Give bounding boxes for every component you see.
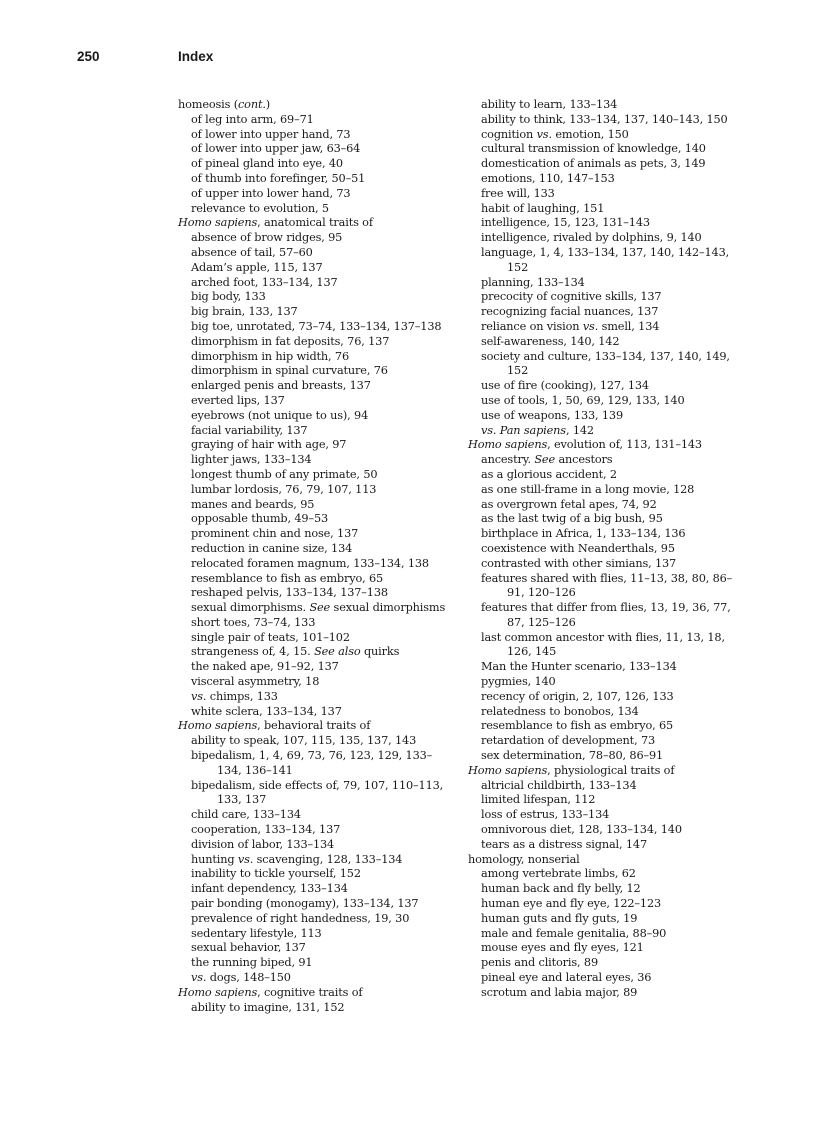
entry-text: cultural transmission of knowledge, 140 [481,142,706,156]
entry-text: dogs, 148–150 [206,971,291,985]
index-subentry [468,912,738,927]
index-subentry [178,453,453,468]
index-subentry [178,438,453,453]
entry-text: Man the Hunter scenario, 133–134 [481,660,677,674]
entry-text: enlarged penis and breasts, 137 [191,379,371,393]
index-subentry [178,749,453,779]
index-subentry [178,290,453,305]
entry-text: sexual behavior, 137 [191,941,306,955]
running-title: Index [178,49,214,64]
index-subentry [468,572,738,602]
entry-text: smell, 134 [598,319,660,333]
entry-text: cooperation, 133–134, 137 [191,823,341,837]
index-subentry [468,187,738,202]
italic-text: vs. [191,971,207,985]
entry-text: white sclera, 133–134, 137 [191,704,342,718]
running-head [0,49,816,69]
italic-text: vs. [536,127,552,141]
entry-text: emotions, 110, 147–153 [481,171,615,185]
entry-text: altricial childbirth, 133–134 [481,778,637,792]
index-subentry [178,276,453,291]
entry-text: big brain, 133, 137 [191,305,298,319]
entry-text: homology, nonserial [468,852,580,866]
index-subentry [468,216,738,231]
index-subentry [468,793,738,808]
entry-text: graying of hair with age, 97 [191,438,347,452]
index-subentry [178,572,453,587]
entry-text: ability to think, 133–134, 137, 140–143, 150 [481,112,728,126]
entry-text: quirks [360,645,400,659]
index-subentry [178,808,453,823]
index-subentry [178,867,453,882]
index-subentry [468,542,738,557]
entry-text: relatedness to bonobos, 134 [481,704,639,718]
index-subentry [178,187,453,202]
index-subentry [178,660,453,675]
entry-text: big body, 133 [191,290,266,304]
index-subentry [468,409,738,424]
index-subentry [178,142,453,157]
index-subentry [178,586,453,601]
entry-text: , physiological traits of [547,763,675,777]
entry-text: single pair of teats, 101–102 [191,630,350,644]
entry-text: the running biped, 91 [191,956,313,970]
index-subentry [178,853,453,868]
entry-text: of pineal gland into eye, 40 [191,157,343,171]
index-subentry [468,601,738,631]
entry-text: pygmies, 140 [481,675,556,689]
italic-text: cont. [237,98,266,111]
index-subentry [468,882,738,897]
italic-text: Homo sapiens [178,216,258,230]
entry-text: everted lips, 137 [191,393,285,407]
index-subentry [178,1001,453,1016]
index-subentry [178,172,453,187]
entry-text: relevance to evolution, 5 [191,201,329,215]
entry-text: of lower into upper jaw, 63–64 [191,142,361,156]
index-subentry [178,113,453,128]
italic-text: vs. Pan sapiens [481,423,566,437]
index-subentry [468,113,738,128]
index-subentry [178,261,453,276]
entry-text: chimps, 133 [206,689,278,703]
index-subentry [468,172,738,187]
index-subentry [178,601,453,616]
index-subentry [468,320,738,335]
index-subentry [468,631,738,661]
entry-text: mouse eyes and fly eyes, 121 [481,941,644,955]
index-subentry [468,290,738,305]
index-subentry [178,542,453,557]
index-subentry [178,157,453,172]
entry-text: use of weapons, 133, 139 [481,408,624,422]
index-subentry [468,350,738,380]
entry-text: human eye and fly eye, 122–123 [481,897,662,911]
entry-text: arched foot, 133–134, 137 [191,275,338,289]
index-subentry [468,941,738,956]
entry-text: of leg into arm, 69–71 [191,112,314,126]
entry-text: of lower into upper hand, 73 [191,127,351,141]
entry-text: dimorphism in spinal curvature, 76 [191,364,388,378]
index-subentry [178,483,453,498]
entry-text: cognition [481,127,537,141]
entry-text: language, 1, 4, 133–134, 137, 140, 142–143, 152 [481,245,730,274]
entry-text: , behavioral traits of [257,719,371,733]
index-subentry [468,557,738,572]
entry-text: division of labor, 133–134 [191,837,335,851]
entry-text: visceral asymmetry, 18 [191,675,320,689]
entry-text: infant dependency, 133–134 [191,882,348,896]
entry-text: big toe, unrotated, 73–74, 133–134, 137–138 [191,319,442,333]
entry-text: society and culture, 133–134, 137, 140, 149, 152 [481,349,730,378]
entry-text: lumbar lordosis, 76, 79, 107, 113 [191,482,377,496]
entry-text: as overgrown fetal apes, 74, 92 [481,497,657,511]
index-subentry [178,335,453,350]
entry-text: manes and beards, 95 [191,497,315,511]
index-main-entry [178,98,453,113]
index-subentry [468,246,738,276]
entry-text: emotion, 150 [551,127,629,141]
entry-text: opposable thumb, 49–53 [191,512,329,526]
entry-text: strangeness of, 4, 15. [191,645,315,659]
entry-text: scavenging, 128, 133–134 [253,852,403,866]
index-subentry [178,409,453,424]
entry-text: longest thumb of any primate, 50 [191,467,378,481]
entry-text: , 142 [565,423,594,437]
entry-text: sex determination, 78–80, 86–91 [481,749,664,763]
entry-text: loss of estrus, 133–134 [481,808,610,822]
entry-text: ability to speak, 107, 115, 135, 137, 143 [191,734,417,748]
index-subentry [468,335,738,350]
index-subentry [178,305,453,320]
entry-text: reshaped pelvis, 133–134, 137–138 [191,586,388,600]
index-subentry [468,468,738,483]
entry-text: of upper into lower hand, 73 [191,186,351,200]
index-subentry [468,394,738,409]
entry-text: habit of laughing, 151 [481,201,605,215]
index-subentry [178,424,453,439]
entry-text: as one still-frame in a long movie, 128 [481,482,695,496]
entry-text: , anatomical traits of [257,216,373,230]
entry-text: short toes, 73–74, 133 [191,615,316,629]
entry-text: self-awareness, 140, 142 [481,334,620,348]
entry-text: child care, 133–134 [191,808,301,822]
entry-text: , evolution of, 113, 131–143 [547,438,702,452]
index-subentry [468,453,738,468]
italic-text: Homo sapiens [178,985,258,999]
entry-text: lighter jaws, 133–134 [191,453,312,467]
index-subentry [178,882,453,897]
index-subentry [468,379,738,394]
entry-text: eyebrows (not unique to us), 94 [191,408,369,422]
index-main-entry [178,216,453,231]
entry-text: bipedalism, side effects of, 79, 107, 110–113, 133, 137 [191,778,444,807]
entry-text: as the last twig of a big bush, 95 [481,512,663,526]
entry-text: dimorphism in fat deposits, 76, 137 [191,334,390,348]
entry-text: pineal eye and lateral eyes, 36 [481,971,652,985]
entry-text: sexual dimorphisms [330,601,446,615]
entry-text: , cognitive traits of [257,985,363,999]
entry-text: dimorphism in hip width, 76 [191,349,350,363]
entry-text: ) [265,98,271,111]
index-subentry [178,498,453,513]
entry-text: sexual dimorphisms. [191,601,310,615]
index-subentry [468,305,738,320]
index-subentry [468,675,738,690]
entry-text: prevalence of right handedness, 19, 30 [191,911,410,925]
entry-text: contrasted with other simians, 137 [481,556,677,570]
entry-text: free will, 133 [481,186,555,200]
entry-text: intelligence, rivaled by dolphins, 9, 140 [481,231,702,245]
entry-text: omnivorous diet, 128, 133–134, 140 [481,823,682,837]
index-subentry [178,350,453,365]
index-subentry [468,276,738,291]
index-subentry [468,971,738,986]
entry-text: features that differ from flies, 13, 19, 36, 77, 87, 125–126 [481,601,731,629]
entry-text: ancestors [555,453,613,467]
entry-text: absence of brow ridges, 95 [191,231,343,245]
italic-text: Homo sapiens [468,763,548,777]
italic-text: Homo sapiens [178,719,258,733]
index-subentry [468,897,738,912]
entry-text: birthplace in Africa, 1, 133–134, 136 [481,527,686,541]
entry-text: pair bonding (monogamy), 133–134, 137 [191,897,419,911]
entry-text: hunting [191,852,238,866]
index-subentry [178,527,453,542]
index-subentry [468,705,738,720]
index-subentry [468,202,738,217]
index-subentry [178,379,453,394]
index-subentry [178,468,453,483]
index-subentry [178,394,453,409]
entry-text: use of fire (cooking), 127, 134 [481,379,649,393]
index-subentry [468,128,738,143]
index-main-entry [178,986,453,1001]
index-subentry [178,246,453,261]
index-subentry [468,498,738,513]
entry-text: ancestry. [481,453,535,467]
page-number: 250 [77,49,100,64]
index-main-entry [468,853,738,868]
entry-text: the naked ape, 91–92, 137 [191,660,339,674]
entry-text: retardation of development, 73 [481,734,656,748]
index-subentry [468,927,738,942]
entry-text: human guts and fly guts, 19 [481,911,638,925]
index-subentry [178,128,453,143]
index-subentry [178,779,453,809]
entry-text: inability to tickle yourself, 152 [191,867,361,881]
entry-text: ability to learn, 133–134 [481,98,618,111]
index-subentry [178,512,453,527]
index-subentry [178,675,453,690]
index-subentry [468,986,738,1001]
index-main-entry [178,719,453,734]
index-subentry [468,719,738,734]
entry-text: precocity of cognitive skills, 137 [481,290,662,304]
index-main-entry [468,438,738,453]
index-subentry [178,971,453,986]
index-subentry [468,527,738,542]
index-subentry [468,157,738,172]
entry-text: sedentary lifestyle, 113 [191,926,322,940]
entry-text: relocated foramen magnum, 133–134, 138 [191,556,429,570]
index-subentry [178,202,453,217]
index-subentry [178,734,453,749]
entry-text: among vertebrate limbs, 62 [481,867,636,881]
index-subentry [178,616,453,631]
entry-text: absence of tail, 57–60 [191,245,313,259]
entry-text: male and female genitalia, 88–90 [481,926,667,940]
entry-text: scrotum and labia major, 89 [481,985,638,999]
index-subentry [178,705,453,720]
index-subentry [178,231,453,246]
entry-text: reliance on vision [481,319,583,333]
index-column-right [468,98,738,1001]
index-subentry [468,867,738,882]
entry-text: planning, 133–134 [481,275,585,289]
entry-text: prominent chin and nose, 137 [191,527,359,541]
entry-text: coexistence with Neanderthals, 95 [481,541,675,555]
italic-text: See also [314,645,361,659]
entry-text: resemblance to fish as embryo, 65 [191,571,384,585]
index-subentry [468,660,738,675]
index-subentry [178,897,453,912]
index-subentry [178,320,453,335]
index-subentry [178,645,453,660]
entry-text: use of tools, 1, 50, 69, 129, 133, 140 [481,393,685,407]
entry-text: tears as a distress signal, 147 [481,837,648,851]
entry-text: penis and clitoris, 89 [481,956,598,970]
index-subentry [178,823,453,838]
entry-text: last common ancestor with flies, 11, 13, 18, 126, 145 [481,630,725,659]
index-subentry [468,734,738,749]
index-subentry [178,941,453,956]
index-subentry [178,631,453,646]
italic-text: vs. [191,689,207,703]
entry-text: reduction in canine size, 134 [191,541,353,555]
entry-text: bipedalism, 1, 4, 69, 73, 76, 123, 129, 133–134, 136–141 [191,749,433,777]
index-subentry [468,808,738,823]
entry-text: human back and fly belly, 12 [481,882,641,896]
entry-text: Adam’s apple, 115, 137 [191,260,323,274]
index-subentry [468,749,738,764]
index-subentry [178,927,453,942]
index-subentry [178,956,453,971]
index-subentry [468,838,738,853]
index-subentry [468,483,738,498]
index-subentry [468,424,738,439]
entry-text: recency of origin, 2, 107, 126, 133 [481,689,674,703]
index-subentry [468,823,738,838]
italic-text: See [534,453,555,467]
entry-text: intelligence, 15, 123, 131–143 [481,216,650,230]
entry-text: as a glorious accident, 2 [481,467,617,481]
index-subentry [468,690,738,705]
index-subentry [178,690,453,705]
index-subentry [468,98,738,113]
entry-text: limited lifespan, 112 [481,793,596,807]
index-subentry [468,956,738,971]
index-subentry [468,512,738,527]
index-column-left [178,98,453,1015]
entry-text: ability to imagine, 131, 152 [191,1000,345,1014]
index-subentry [468,779,738,794]
italic-text: See [309,601,331,615]
entry-text: of thumb into forefinger, 50–51 [191,171,366,185]
entry-text: features shared with flies, 11–13, 38, 80, 86–91, 120–126 [481,571,733,600]
italic-text: Homo sapiens [468,438,548,452]
entry-text: domestication of animals as pets, 3, 149 [481,157,706,171]
index-subentry [178,838,453,853]
entry-text: facial variability, 137 [191,423,308,437]
index-subentry [178,912,453,927]
index-subentry [468,142,738,157]
index-subentry [178,364,453,379]
index-subentry [178,557,453,572]
entry-text: recognizing facial nuances, 137 [481,305,659,319]
entry-text: homeosis ( [178,98,238,111]
italic-text: vs. [582,319,599,333]
index-subentry [468,231,738,246]
italic-text: vs. [237,852,254,866]
entry-text: resemblance to fish as embryo, 65 [481,719,674,733]
index-main-entry [468,764,738,779]
